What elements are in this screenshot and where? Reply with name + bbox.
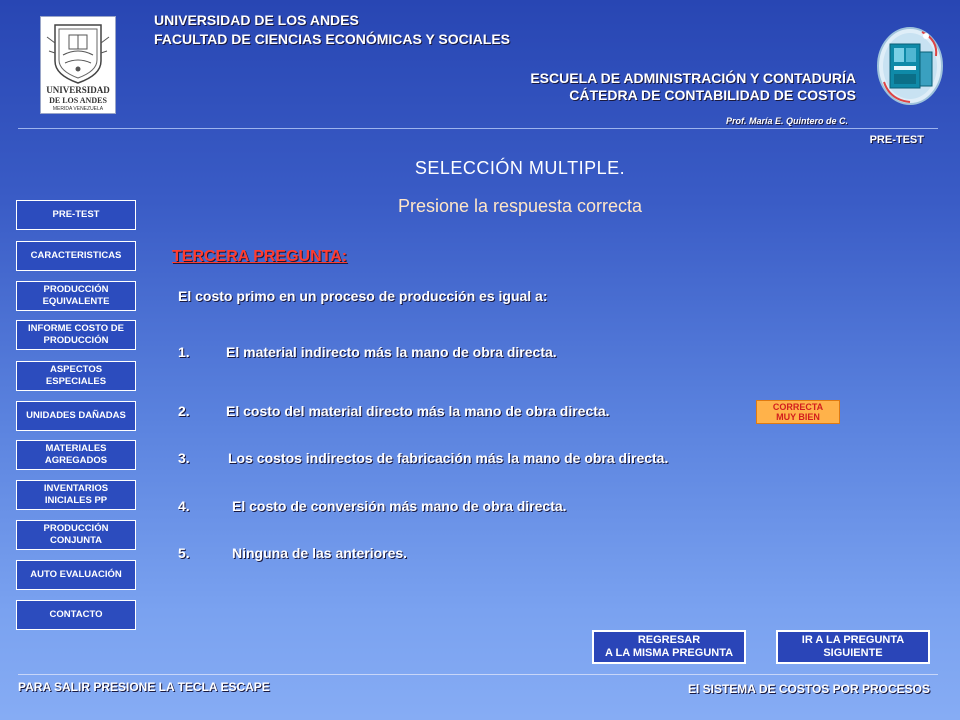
repeat-button-line-2: A LA MISMA PREGUNTA bbox=[604, 647, 734, 659]
sidebar-item-auto-evaluacion[interactable]: AUTO EVALUACIÓN bbox=[16, 560, 136, 590]
computer-globe-icon bbox=[876, 22, 944, 106]
sidebar-item-informe-costo[interactable]: INFORME COSTO DE PRODUCCIÓN bbox=[16, 320, 136, 350]
question-heading: TERCERA PREGUNTA: bbox=[172, 248, 348, 265]
logo-text-2: DE LOS ANDES bbox=[49, 96, 107, 105]
answer-option-2[interactable] bbox=[178, 403, 610, 419]
university-name: UNIVERSIDAD DE LOS ANDES bbox=[154, 12, 359, 28]
sidebar-item-unidades-danadas[interactable]: UNIDADES DAÑADAS bbox=[16, 401, 136, 431]
section-tag: PRE-TEST bbox=[869, 134, 924, 146]
professor-name: Prof. María E. Quintero de C. bbox=[725, 116, 848, 126]
question-text: El costo primo en un proceso de producción es igual a: bbox=[178, 288, 548, 304]
repeat-question-button[interactable] bbox=[592, 630, 746, 664]
logo-text-3: MERIDA VENEZUELA bbox=[52, 106, 104, 112]
sidebar-item-contacto[interactable]: CONTACTO bbox=[16, 600, 136, 630]
system-name: El SISTEMA DE COSTOS POR PROCESOS bbox=[687, 682, 930, 696]
computer-globe-illustration bbox=[876, 22, 944, 106]
option-text: El material indirecto más la mano de obra directa. bbox=[226, 344, 557, 360]
sidebar-item-materiales-agregados[interactable]: MATERIALES AGREGADOS bbox=[16, 440, 136, 470]
sidebar-item-caracteristicas[interactable]: CARACTERISTICAS bbox=[16, 241, 136, 271]
option-number: 5. bbox=[178, 545, 190, 561]
sidebar-item-produccion-conjunta[interactable]: PRODUCCIÓN CONJUNTA bbox=[16, 520, 136, 550]
sidebar-item-inventarios-iniciales[interactable]: INVENTARIOS INICIALES PP bbox=[16, 480, 136, 510]
answer-option-5[interactable] bbox=[178, 545, 407, 561]
option-text: Los costos indirectos de fabricación más la mano de obra directa. bbox=[228, 450, 669, 466]
sidebar-item-produccion-equivalente[interactable]: PRODUCCIÓN EQUIVALENTE bbox=[16, 281, 136, 311]
university-crest-icon bbox=[41, 17, 115, 113]
sidebar-item-pre-test[interactable]: PRE-TEST bbox=[16, 200, 136, 230]
option-number: 3. bbox=[178, 450, 190, 466]
answer-option-4[interactable] bbox=[178, 498, 567, 514]
next-button-line-2: SIGUIENTE bbox=[823, 647, 883, 659]
university-logo bbox=[40, 16, 116, 114]
sidebar-item-aspectos-especiales[interactable]: ASPECTOS ESPECIALES bbox=[16, 361, 136, 391]
footer-divider bbox=[18, 674, 938, 675]
exit-instruction: PARA SALIR PRESIONE LA TECLA ESCAPE bbox=[18, 680, 270, 694]
repeat-button-line-1: REGRESAR bbox=[637, 634, 701, 646]
feedback-line-1: CORRECTA bbox=[772, 402, 824, 412]
school-name: ESCUELA DE ADMINISTRACIÓN Y CONTADURÍA bbox=[530, 70, 856, 86]
option-number: 4. bbox=[178, 498, 190, 514]
header-divider bbox=[18, 128, 938, 129]
next-question-button[interactable] bbox=[776, 630, 930, 664]
next-button-line-1: IR A LA PREGUNTA bbox=[801, 634, 905, 646]
answer-option-3[interactable] bbox=[178, 450, 668, 466]
feedback-line-2: MUY BIEN bbox=[776, 412, 820, 422]
option-text: Ninguna de las anteriores. bbox=[232, 545, 408, 561]
option-text: El costo del material directo más la mano de obra directa. bbox=[226, 403, 610, 419]
faculty-name: FACULTAD DE CIENCIAS ECONÓMICAS Y SOCIALES bbox=[154, 31, 510, 47]
option-text: El costo de conversión más mano de obra directa. bbox=[232, 498, 567, 514]
page-title: SELECCIÓN MULTIPLE. bbox=[414, 158, 626, 178]
chair-name: CÁTEDRA DE CONTABILIDAD DE COSTOS bbox=[569, 87, 856, 103]
correct-feedback-badge bbox=[756, 400, 840, 424]
page-subtitle: Presione la respuesta correcta bbox=[397, 196, 643, 216]
answer-option-1[interactable] bbox=[178, 344, 557, 360]
option-number: 2. bbox=[178, 403, 190, 419]
option-number: 1. bbox=[178, 344, 190, 360]
logo-text-1: UNIVERSIDAD bbox=[46, 85, 110, 95]
